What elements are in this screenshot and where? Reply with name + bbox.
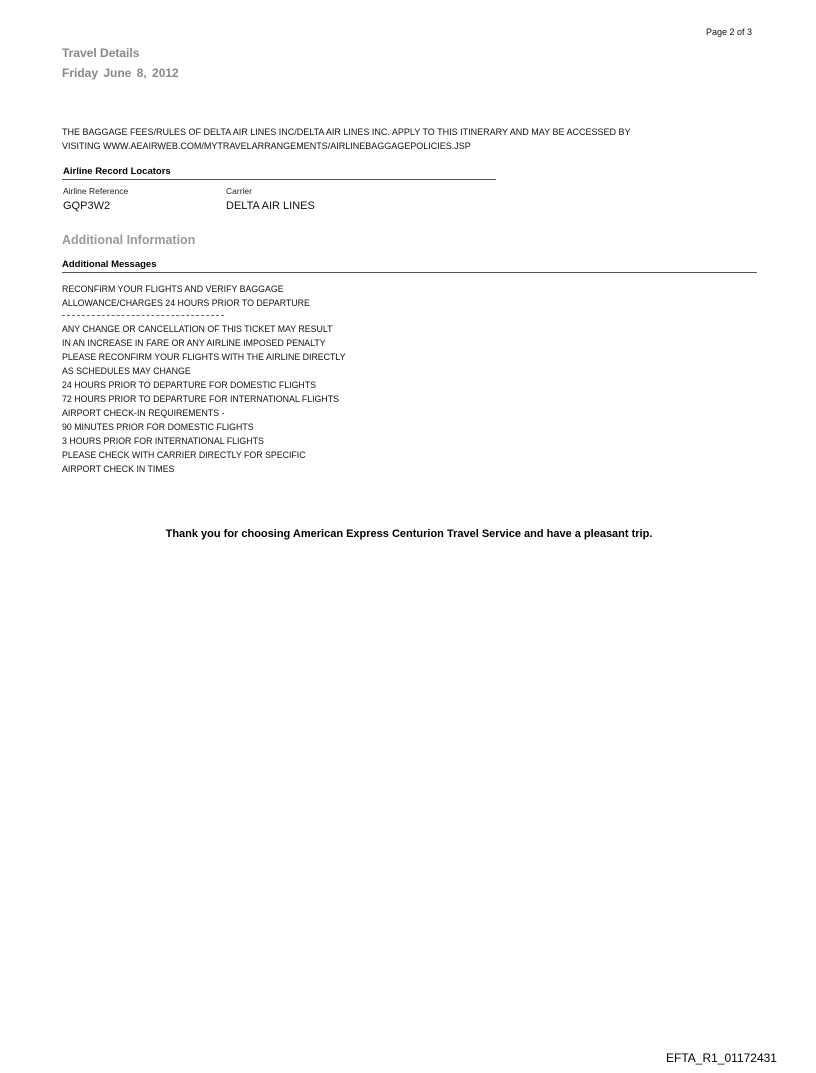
message-line: AS SCHEDULES MAY CHANGE (62, 366, 191, 376)
message-line: AIRPORT CHECK-IN REQUIREMENTS - (62, 408, 225, 418)
thank-you-message: Thank you for choosing American Express Centurion Travel Service and have a pleasant trip. (165, 528, 653, 540)
message-line: PLEASE CHECK WITH CARRIER DIRECTLY FOR SPECIFIC (62, 450, 306, 460)
record-locators-heading: Airline Record Locators (63, 166, 171, 177)
message-line: ALLOWANCE/CHARGES 24 HOURS PRIOR TO DEPARTURE (62, 298, 310, 308)
carrier-value: DELTA AIR LINES (226, 200, 315, 212)
baggage-notice-line: VISITING WWW.AEAIRWEB.COM/MYTRAVELARRANGEMENTS/AIRLINEBAGGAGEPOLICIES.JSP (62, 141, 471, 151)
message-line: 90 MINUTES PRIOR FOR DOMESTIC FLIGHTS (62, 422, 254, 432)
message-line: 3 HOURS PRIOR FOR INTERNATIONAL FLIGHTS (62, 436, 264, 446)
message-line: 72 HOURS PRIOR TO DEPARTURE FOR INTERNATIONAL FLIGHTS (62, 394, 339, 404)
carrier-label: Carrier (226, 186, 252, 196)
message-line: RECONFIRM YOUR FLIGHTS AND VERIFY BAGGAGE (62, 284, 284, 294)
additional-messages-heading: Additional Messages (62, 259, 157, 270)
message-line: IN AN INCREASE IN FARE OR ANY AIRLINE IMPOSED PENALTY (62, 338, 326, 348)
message-line: PLEASE RECONFIRM YOUR FLIGHTS WITH THE AIRLINE DIRECTLY (62, 352, 346, 362)
message-line: ANY CHANGE OR CANCELLATION OF THIS TICKET MAY RESULT (62, 324, 333, 334)
message-separator (62, 315, 224, 316)
message-line: 24 HOURS PRIOR TO DEPARTURE FOR DOMESTIC FLIGHTS (62, 380, 317, 390)
document-id: EFTA_R1_01172431 (666, 1051, 777, 1065)
airline-reference-value: GQP3W2 (63, 200, 111, 212)
page-number: Page 2 of 3 (706, 27, 753, 37)
airline-reference-label: Airline Reference (63, 186, 129, 196)
record-locators-divider (62, 179, 496, 180)
additional-information-heading: Additional Information (62, 233, 196, 247)
message-line: AIRPORT CHECK IN TIMES (62, 464, 175, 474)
baggage-notice-line: THE BAGGAGE FEES/RULES OF DELTA AIR LINES INC/DELTA AIR LINES INC. APPLY TO THIS ITINERARY AND MAY BE ACCESSED BY (62, 127, 631, 137)
travel-date: Friday June 8, 2012 (62, 66, 179, 80)
additional-messages (62, 282, 346, 476)
document-title: Travel Details (62, 46, 140, 60)
additional-messages-divider (62, 272, 757, 273)
baggage-fees-notice (62, 125, 742, 153)
